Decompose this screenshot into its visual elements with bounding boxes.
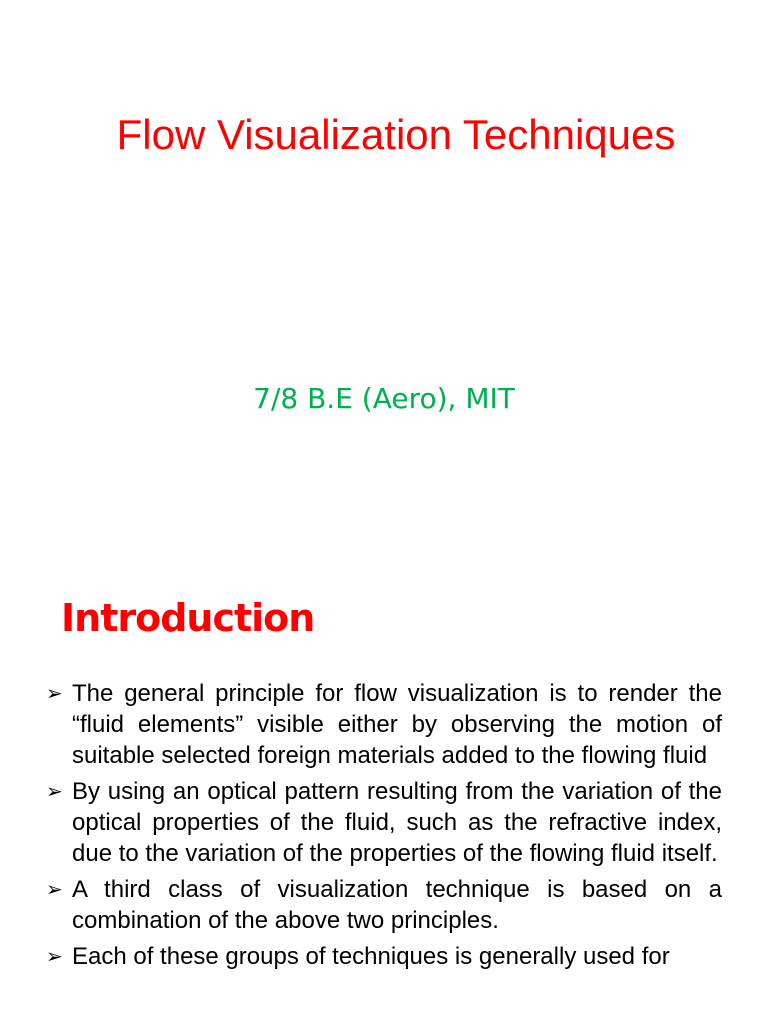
list-item (46, 941, 722, 972)
list-item (46, 874, 722, 936)
bullet-text: Each of these groups of techniques is generally used for (72, 943, 670, 970)
bullet-text: The general principle for flow visualization is to render the “fluid elements” visible either by observing the motion of suitable selected foreign materials added to the flowing fluid (72, 680, 722, 769)
arrow-bullet-icon: ➢ (46, 877, 63, 901)
section-heading-introduction: Introduction (61, 596, 315, 640)
arrow-bullet-icon: ➢ (46, 779, 63, 803)
arrow-bullet-icon: ➢ (46, 681, 63, 705)
bullet-text: By using an optical pattern resulting from the variation of the optical properties of the fluid, such as the refractive index, due to the variation of the properties of the flowing fluid itself. (72, 778, 722, 867)
slide-subtitle: 7/8 B.E (Aero), MIT (253, 382, 515, 415)
list-item (46, 678, 722, 771)
slide-title: Flow Visualization Techniques (116, 111, 676, 158)
bullet-text: A third class of visualization technique is based on a combination of the above two principles. (72, 876, 722, 934)
arrow-bullet-icon: ➢ (46, 944, 63, 968)
list-item (46, 776, 722, 869)
bullet-list (46, 678, 722, 977)
